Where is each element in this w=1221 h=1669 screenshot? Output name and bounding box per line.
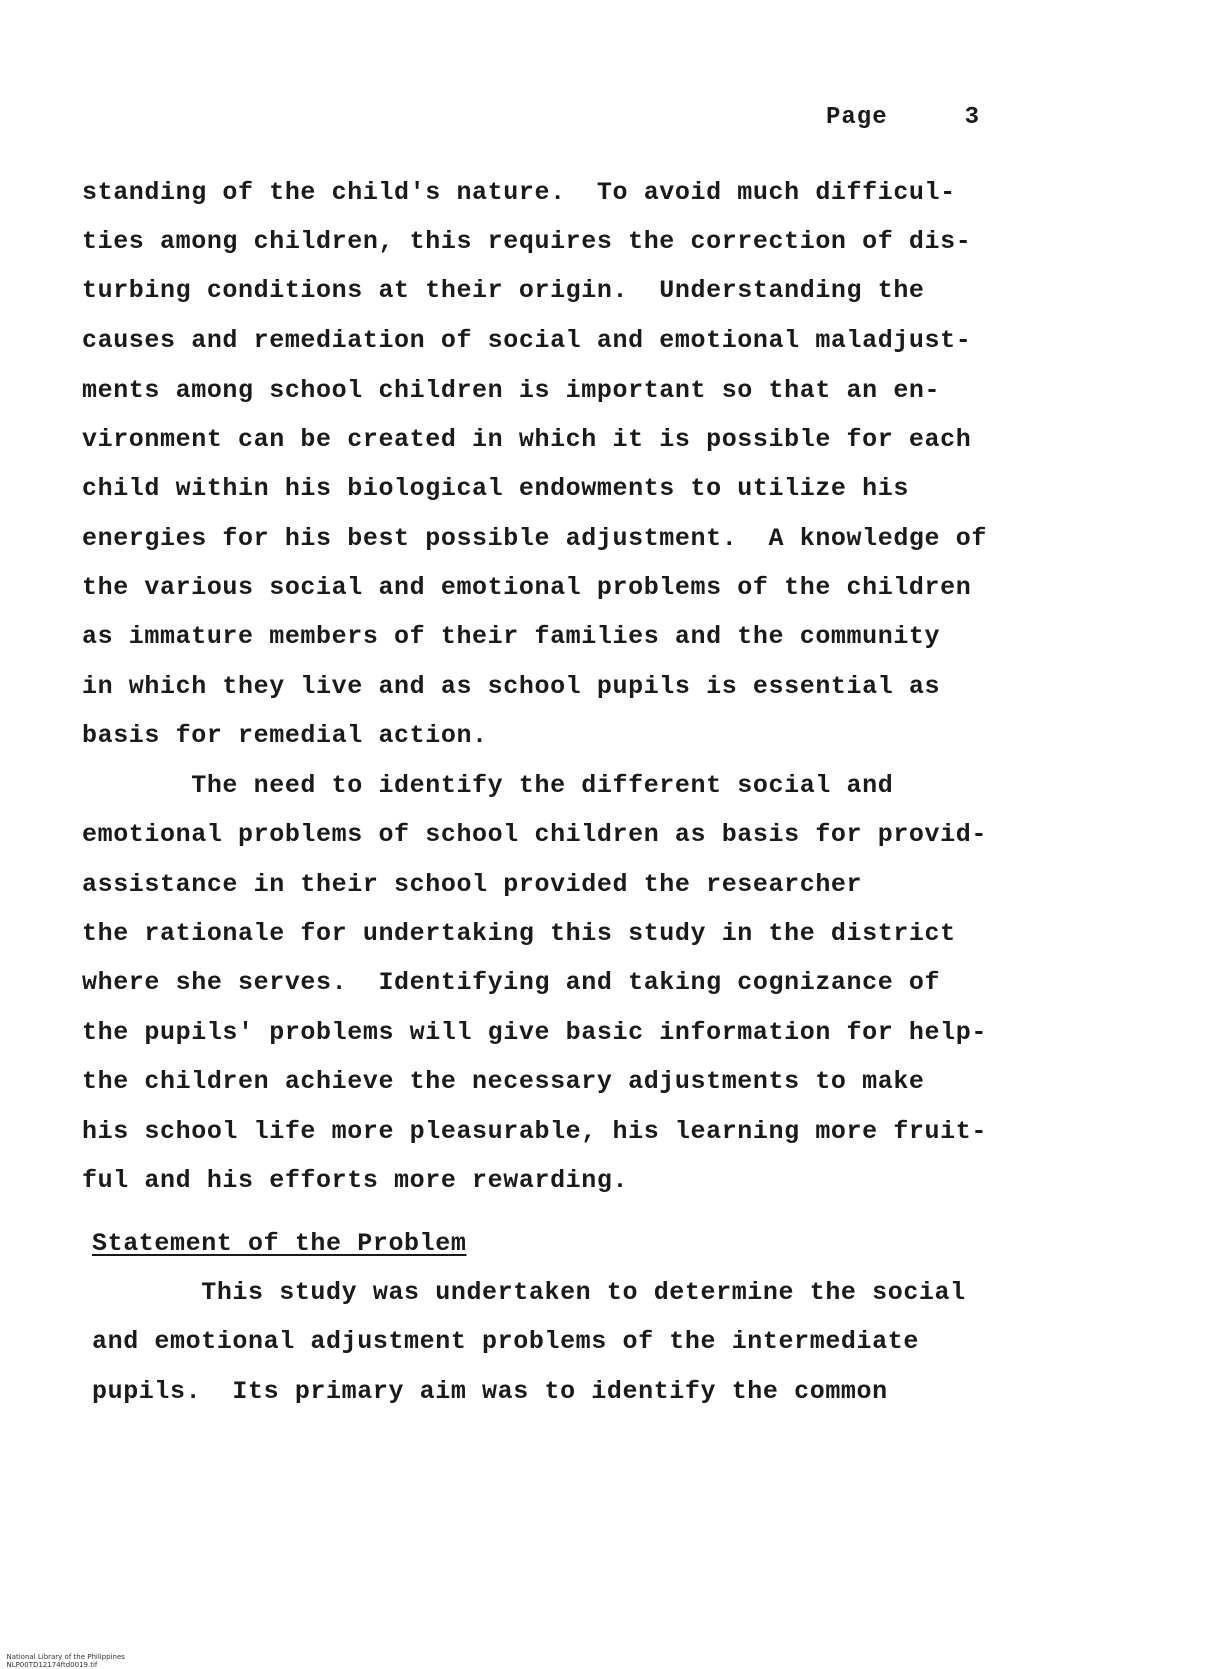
text-line: his school life more pleasurable, his learning more fruit-	[82, 1117, 987, 1146]
text-line: child within his biological endowments to utilize his	[82, 474, 909, 503]
text-line: ties among children, this requires the correction of dis-	[82, 227, 972, 256]
text-line: the children achieve the necessary adjustments to make	[82, 1067, 925, 1096]
text-line: turbing conditions at their origin. Understanding the	[82, 276, 925, 305]
section-heading: Statement of the Problem	[92, 1229, 467, 1258]
text-line: in which they live and as school pupils is essential as	[82, 672, 941, 701]
text-line: This study was undertaken to determine the social	[92, 1278, 966, 1307]
text-line: causes and remediation of social and emotional maladjust-	[82, 326, 972, 355]
text-line: emotional problems of school children as basis for provid-	[82, 820, 987, 849]
text-line: ful and his efforts more rewarding.	[82, 1166, 629, 1195]
text-line: standing of the child's nature. To avoid much difficul-	[82, 178, 956, 207]
text-line: The need to identify the different social and	[82, 771, 894, 800]
text-line: vironment can be created in which it is possible for each	[82, 425, 972, 454]
text-line: energies for his best possible adjustment. A knowledge of	[82, 524, 987, 553]
text-line: the various social and emotional problems of the children	[82, 573, 972, 602]
text-line: assistance in their school provided the researcher	[82, 870, 863, 899]
text-line: where she serves. Identifying and taking cognizance of	[82, 968, 941, 997]
text-line: and emotional adjustment problems of the intermediate	[92, 1327, 919, 1356]
text-line: basis for remedial action.	[82, 721, 488, 750]
page-number: Page 3	[826, 104, 981, 131]
scan-footer	[2, 1645, 149, 1669]
text-line: pupils. Its primary aim was to identify the common	[92, 1377, 888, 1406]
footer-filename: NLP00TD12174ftd0019.tif	[6, 1661, 98, 1669]
text-line: ments among school children is important so that an en-	[82, 376, 941, 405]
text-line: the rationale for undertaking this study in the district	[82, 919, 956, 948]
footer-library: National Library of the Philippines	[6, 1653, 125, 1661]
text-line: the pupils' problems will give basic information for help-	[82, 1018, 987, 1047]
text-line: as immature members of their families and the community	[82, 622, 941, 651]
